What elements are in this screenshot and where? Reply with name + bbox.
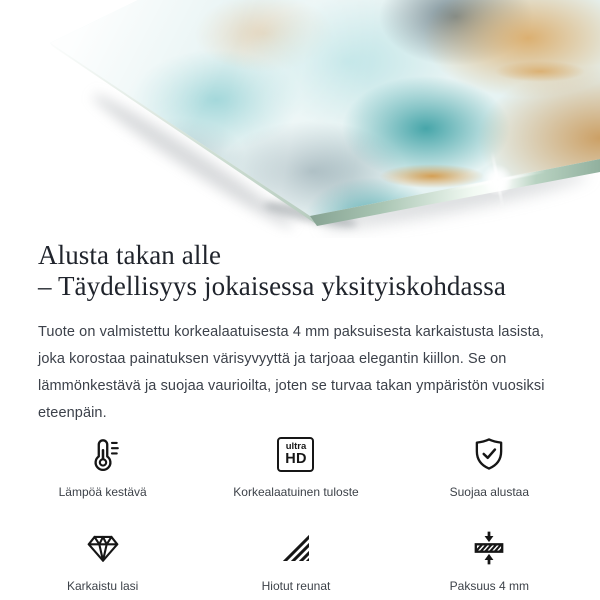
feature-label: Korkealaatuinen tuloste — [233, 485, 359, 499]
feature-label: Hiotut reunat — [261, 579, 331, 593]
polished-edges-icon — [278, 526, 314, 570]
ultra-hd-icon — [277, 432, 314, 476]
ultra-hd-badge-bottom: HD — [285, 450, 307, 467]
feature-high-quality-print — [199, 432, 392, 500]
page-title-line2: – Täydellisyys jokaisessa yksityiskohdassa — [38, 271, 506, 301]
page-title — [0, 238, 600, 302]
feature-label: Karkaistu lasi — [66, 579, 139, 593]
ultra-hd-badge — [277, 437, 314, 472]
feature-label: Suojaa alustaa — [449, 485, 530, 499]
page-title-line1: Alusta takan alle — [38, 240, 222, 270]
feature-thickness — [393, 526, 586, 594]
glass-panel-artwork — [0, 0, 600, 238]
ultra-hd-badge-top: ultra — [285, 440, 307, 452]
diamond-icon — [83, 526, 123, 570]
feature-tempered-glass — [6, 526, 199, 594]
shield-check-icon — [470, 432, 508, 476]
product-description: Tuote on valmistettu korkealaatuisesta 4 mm paksuisesta karkaistusta lasista, joka korostaa painatuksen värisyvyyttä ja tarjoaa elegantin kiillon. Se on lämmönkestävä ja suojaa vaurioilta, joten se turvaa takan ympäristön vuosiksi eteenpäin. — [38, 324, 545, 421]
thickness-icon — [470, 526, 508, 570]
product-photo — [0, 0, 600, 238]
feature-heat-resistant — [6, 432, 199, 500]
feature-label: Lämpöä kestävä — [58, 485, 147, 499]
feature-grid — [0, 432, 600, 594]
thermometer-icon — [84, 432, 122, 476]
feature-label: Paksuus 4 mm — [449, 579, 529, 593]
feature-protects-base — [393, 432, 586, 500]
feature-polished-edges — [199, 526, 392, 594]
